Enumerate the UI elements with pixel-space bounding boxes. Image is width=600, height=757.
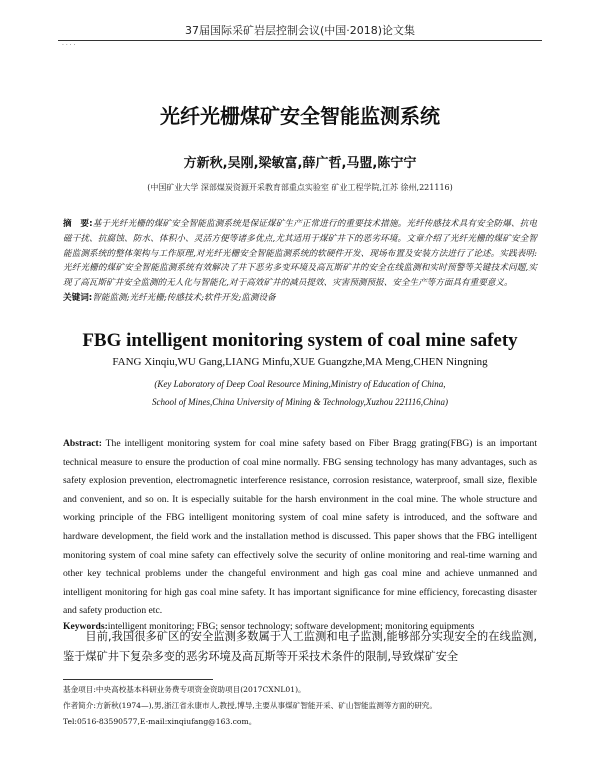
- running-header: 37届国际采矿岩层控制会议(中国·2018)论文集: [184, 24, 416, 37]
- chinese-authors: 方新秋,吴刚,梁敏富,薛广哲,马盟,陈宁宁: [183, 156, 417, 171]
- chinese-keywords-text: 智能监测;光纤光栅;传感技术;软件开发;监测设备: [92, 293, 276, 303]
- chinese-keywords-label: 关键词:: [63, 293, 93, 303]
- english-abstract: [63, 435, 537, 621]
- english-affiliation: [0, 375, 600, 411]
- english-title: FBG intelligent monitoring system of coal mine safety: [82, 330, 518, 351]
- english-keywords-label: Keywords:: [63, 621, 108, 632]
- chinese-keywords: [63, 291, 537, 305]
- corner-mark: · · · ·: [62, 42, 76, 49]
- footnote-author-bio: 作者简介:方新秋(1974—),男,浙江省永康市人,教授,博导,主要从事煤矿智能开采、矿山智能监测等方面的研究。: [63, 701, 437, 710]
- chinese-abstract: [63, 217, 537, 291]
- chinese-abstract-text: 基于光纤光栅的煤矿安全智能监测系统是保证煤矿生产正常进行的重要技术措施。光纤传感技术具有安全防爆、抗电磁干扰、抗腐蚀、防水、体积小、灵活方便等诸多优点,尤其适用于煤矿井下的恶劣环境。文章介绍了光纤光栅的煤矿安全智能监测系统的整体架构与工作原理,对光纤光栅安全智能监测系统的软硬件开发、现场布置及安装方法进行了论述。实践表明:光纤光栅的煤矿安全智能监测系统有效解决了井下恶劣多变环境及高瓦斯矿井的安全在线监测和实时预警等关键技术问题,实现了高瓦斯矿井安全监测的无人化与智能化,对于高效矿井的减员提效、灾害预测预报、安全生产等方面具有重要意义。: [63, 219, 538, 289]
- chinese-abstract-label: 摘 要:: [63, 219, 93, 229]
- footnote-rule: [63, 679, 213, 680]
- footnote-contact: Tel:0516-83590577,E-mail:xinqiufang@163.com。: [63, 717, 257, 726]
- chinese-title: 光纤光栅煤矿安全智能监测系统: [160, 104, 440, 128]
- english-affiliation-line-2: School of Mines,China University of Mining & Technology,Xuzhou 221116,China): [151, 397, 449, 407]
- body-paragraph: 目前,我国很多矿区的安全监测多数属于人工监测和电子监测,能够部分实现安全的在线监测,鉴于煤矿井下复杂多变的恶劣环境及高瓦斯等开采技术条件的限制,导致煤矿安全: [63, 630, 537, 663]
- english-affiliation-line-1: (Key Laboratory of Deep Coal Resource Mining,Ministry of Education of China,: [154, 379, 446, 389]
- header-rule: [58, 40, 542, 41]
- footnote-fund: 基金项目:中央高校基本科研业务费专项资金资助项目(2017CXNL01)。: [63, 685, 306, 694]
- english-authors: FANG Xinqiu,WU Gang,LIANG Minfu,XUE Guangzhe,MA Meng,CHEN Ningning: [112, 356, 488, 368]
- english-keywords-text: intelligent monitoring; FBG; sensor technology; software development; monitoring equipments: [107, 621, 475, 632]
- english-abstract-label: Abstract:: [63, 438, 102, 449]
- chinese-affiliation: (中国矿业大学 深部煤炭资源开采教育部重点实验室 矿业工程学院,江苏 徐州,221116): [147, 183, 453, 192]
- english-abstract-text: The intelligent monitoring system for coal mine safety based on Fiber Bragg grating(FBG) is an important technical measure to ensure the production of coal mine normally. FBG sensing technology has many advantages, such as safety explosion prevention, electromagnetic interference resistance, corrosion resistance, waterproof, small size, flexible and convenient, and so on. It is especially suitable for the harsh environment in the coal mine. The whole structure and working principle of the FBG intelligent monitoring system of coal mine safety is introduced, and the software and hardware development, the field work and the installation method is discussed. This paper shows that the FBG intelligent monitoring system of coal mine safety can effectively solve the security of online monitoring and real-time warning and other key technical problems under the changeful environment and high gas coal mine and achieve unmanned and intelligent monitoring for high gas coal mine safety. It has important significance for mine efficiency, forecasting disaster and safety production etc.: [63, 438, 538, 617]
